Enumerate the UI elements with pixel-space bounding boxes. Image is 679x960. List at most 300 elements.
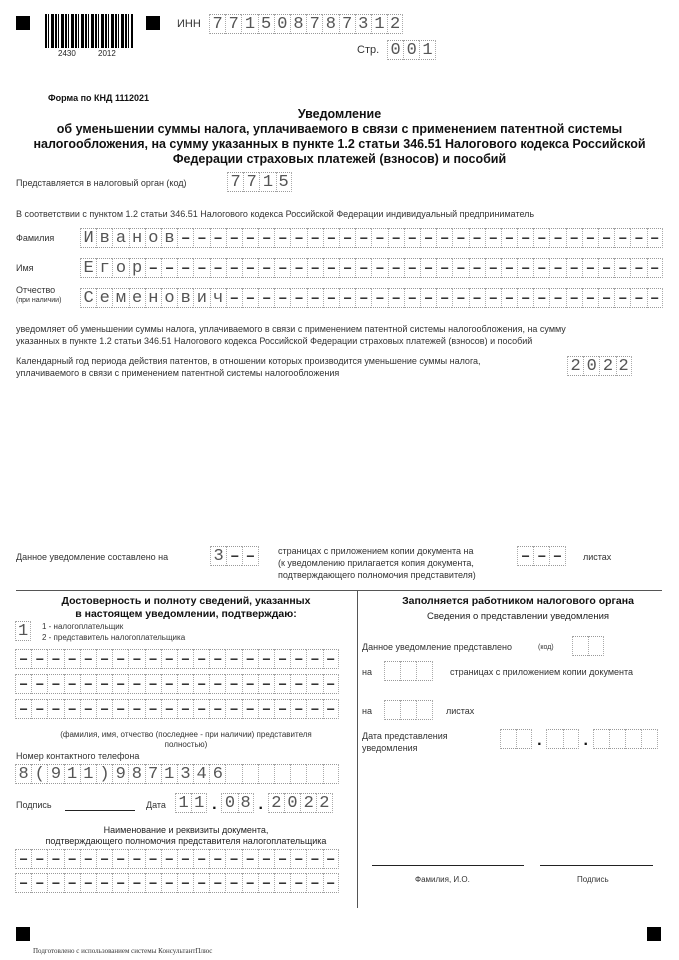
char-cell: – — [177, 228, 193, 248]
char-cell: – — [145, 849, 161, 869]
pages-label: Данное уведомление составлено на — [16, 552, 169, 562]
submitted-code-label: (код) — [538, 644, 554, 651]
char-cell: – — [80, 849, 96, 869]
char-cell — [416, 661, 432, 681]
char-cell: – — [501, 288, 517, 308]
sheets-label: листах — [583, 552, 612, 562]
document-caption — [16, 825, 356, 847]
char-cell: – — [64, 873, 80, 893]
char-cell: – — [225, 873, 241, 893]
char-cell: – — [274, 649, 290, 669]
name-label: Имя — [16, 263, 34, 273]
char-cell: – — [242, 258, 258, 278]
char-cell: – — [549, 228, 565, 248]
char-cell: – — [242, 649, 258, 669]
char-cell: – — [177, 258, 193, 278]
char-cell: – — [290, 258, 306, 278]
char-cell: 1 — [175, 793, 191, 813]
date-field[interactable] — [175, 793, 333, 813]
confirm-title-line-2: в настоящем уведомлении, подтверждаю: — [75, 608, 297, 620]
char-cell: – — [177, 674, 193, 694]
char-cell: – — [549, 258, 565, 278]
char-cell: н — [145, 288, 161, 308]
char-cell: – — [290, 288, 306, 308]
char-cell: – — [404, 288, 420, 308]
char-cell: – — [355, 228, 371, 248]
char-cell: – — [209, 849, 225, 869]
char-cell — [400, 661, 416, 681]
char-cell: – — [582, 258, 598, 278]
tax-office-pages-text: страницах с приложением копии документа — [450, 667, 634, 677]
char-cell: – — [630, 228, 646, 248]
char-cell: – — [258, 288, 274, 308]
char-cell: – — [96, 699, 112, 719]
char-cell: е — [129, 288, 145, 308]
char-cell: – — [145, 649, 161, 669]
signer-type-field[interactable] — [15, 621, 31, 641]
char-cell: 0 — [274, 14, 290, 34]
char-cell: в — [96, 228, 112, 248]
char-cell — [609, 729, 625, 749]
char-cell: – — [566, 228, 582, 248]
char-cell: – — [614, 288, 630, 308]
char-cell: – — [47, 849, 63, 869]
char-cell: – — [112, 849, 128, 869]
char-cell: – — [161, 873, 177, 893]
submission-date-field[interactable] — [500, 729, 658, 749]
char-cell: – — [210, 258, 226, 278]
char-cell: 2 — [300, 793, 316, 813]
year-field[interactable] — [567, 356, 632, 376]
char-cell: м — [112, 288, 128, 308]
char-cell — [274, 764, 290, 784]
char-cell: – — [420, 288, 436, 308]
char-cell: 7 — [209, 14, 225, 34]
char-cell — [500, 729, 516, 749]
char-cell: – — [64, 674, 80, 694]
tax-authority-code-field[interactable] — [227, 172, 292, 192]
page-number-field[interactable] — [387, 40, 436, 60]
rep-caption-line-1: (фамилия, имя, отчество (последнее - при наличии) представителя — [60, 730, 312, 739]
tax-office-signature-line[interactable] — [540, 865, 653, 866]
signer-type-option-2: 2 - представитель налогоплательщика — [42, 633, 186, 642]
char-cell: – — [630, 258, 646, 278]
char-cell: ) — [96, 764, 112, 784]
char-cell: – — [128, 849, 144, 869]
char-cell: – — [80, 699, 96, 719]
char-cell — [290, 764, 306, 784]
notifies-text-2: указанных в пункте 1.2 статьи 346.51 Налогового кодекса Российской Федерации страховых платежей (взносов) и пособий — [16, 336, 533, 346]
char-cell: – — [614, 228, 630, 248]
char-cell: – — [226, 288, 242, 308]
char-cell: – — [598, 258, 614, 278]
char-cell: – — [242, 699, 258, 719]
char-cell: 7 — [227, 172, 243, 192]
char-cell: – — [436, 228, 452, 248]
char-cell: – — [161, 258, 177, 278]
char-cell: – — [582, 228, 598, 248]
char-cell: – — [161, 849, 177, 869]
document-title — [0, 107, 679, 167]
char-cell — [516, 729, 532, 749]
char-cell: – — [112, 699, 128, 719]
char-cell — [384, 661, 400, 681]
char-cell: – — [339, 288, 355, 308]
char-cell: – — [274, 849, 290, 869]
char-cell: г — [96, 258, 112, 278]
char-cell: 8 — [15, 764, 31, 784]
char-cell: 0 — [387, 40, 403, 60]
char-cell: – — [210, 228, 226, 248]
on-label-2: на — [362, 706, 372, 716]
char-cell: – — [242, 546, 258, 566]
char-cell: – — [258, 849, 274, 869]
char-cell: 7 — [306, 14, 322, 34]
char-cell: – — [128, 649, 144, 669]
char-cell: – — [436, 258, 452, 278]
corner-marker-bottom-right — [647, 927, 661, 941]
char-cell: – — [193, 873, 209, 893]
char-cell: – — [15, 699, 31, 719]
char-cell: – — [549, 546, 565, 566]
char-cell: – — [323, 674, 339, 694]
char-cell: – — [323, 873, 339, 893]
char-cell: 1 — [15, 621, 31, 641]
char-cell: – — [290, 699, 306, 719]
char-cell: – — [647, 288, 663, 308]
char-cell: – — [161, 699, 177, 719]
char-cell: – — [452, 288, 468, 308]
representative-name-row-3[interactable] — [15, 699, 339, 719]
tax-office-sheets-field[interactable] — [384, 700, 433, 720]
char-cell: 3 — [210, 546, 226, 566]
char-cell: 1 — [161, 764, 177, 784]
char-cell: – — [307, 228, 323, 248]
section-divider-vertical — [357, 590, 358, 908]
char-cell: – — [517, 546, 533, 566]
char-cell: – — [258, 649, 274, 669]
char-cell: – — [226, 258, 242, 278]
char-cell: н — [129, 228, 145, 248]
char-cell: – — [485, 228, 501, 248]
doc-caption-line-1: Наименование и реквизиты документа, — [103, 825, 269, 835]
tax-office-subtitle: Сведения о представлении уведомления — [426, 611, 610, 622]
inn-field[interactable] — [209, 14, 403, 34]
char-cell: – — [193, 649, 209, 669]
phone-field[interactable] — [15, 764, 339, 784]
submission-date-label-2: уведомления — [362, 743, 418, 753]
char-cell: 0 — [403, 40, 419, 60]
on-label-1: на — [362, 667, 372, 677]
char-cell: – — [323, 649, 339, 669]
char-cell: – — [566, 288, 582, 308]
pages-count-field[interactable] — [210, 546, 259, 566]
char-cell: 1 — [259, 172, 275, 192]
signature-line[interactable] — [65, 810, 135, 811]
char-cell: 5 — [258, 14, 274, 34]
signature-label: Подпись — [16, 800, 52, 810]
char-cell: – — [630, 288, 646, 308]
char-cell: – — [193, 228, 209, 248]
char-cell — [258, 764, 274, 784]
char-cell: – — [177, 699, 193, 719]
char-cell: – — [274, 873, 290, 893]
char-cell: И — [80, 228, 96, 248]
char-cell: 5 — [276, 172, 292, 192]
corner-marker-bottom-left — [16, 927, 30, 941]
char-cell: 9 — [112, 764, 128, 784]
char-cell: – — [290, 649, 306, 669]
char-cell: – — [242, 849, 258, 869]
char-cell: р — [129, 258, 145, 278]
submission-date-label-1: Дата представления — [362, 731, 448, 741]
char-cell: 2 — [599, 356, 615, 376]
char-cell: – — [225, 699, 241, 719]
char-cell: – — [225, 849, 241, 869]
char-cell: – — [306, 649, 322, 669]
char-cell: – — [47, 873, 63, 893]
char-cell: – — [225, 649, 241, 669]
char-cell: – — [323, 699, 339, 719]
char-cell: – — [306, 849, 322, 869]
name-field[interactable] — [80, 258, 663, 278]
char-cell: – — [452, 228, 468, 248]
char-cell: – — [290, 228, 306, 248]
date-separator: . — [537, 732, 542, 749]
fio-line[interactable] — [372, 865, 524, 866]
char-cell: е — [96, 288, 112, 308]
char-cell: – — [226, 546, 242, 566]
char-cell: – — [517, 228, 533, 248]
char-cell: – — [371, 288, 387, 308]
char-cell: 4 — [193, 764, 209, 784]
fio-label: Фамилия, И.О. — [415, 875, 470, 884]
char-cell: – — [193, 258, 209, 278]
char-cell: – — [420, 228, 436, 248]
char-cell: – — [469, 288, 485, 308]
char-cell: 1 — [419, 40, 435, 60]
char-cell: – — [47, 674, 63, 694]
char-cell: – — [242, 674, 258, 694]
patronymic-sublabel: (при наличии) — [16, 297, 62, 304]
char-cell: – — [128, 674, 144, 694]
char-cell: С — [80, 288, 96, 308]
char-cell: – — [161, 649, 177, 669]
char-cell: 2 — [387, 14, 403, 34]
char-cell — [384, 700, 400, 720]
char-cell: 1 — [191, 793, 207, 813]
char-cell: – — [177, 849, 193, 869]
char-cell: – — [31, 849, 47, 869]
section-divider-horizontal — [16, 590, 662, 591]
year-label-1: Календарный год периода действия патентов, в отношении которых производится уменьшение суммы налога, — [16, 356, 481, 366]
char-cell: – — [209, 699, 225, 719]
char-cell: о — [112, 258, 128, 278]
char-cell: – — [306, 699, 322, 719]
char-cell: 3 — [355, 14, 371, 34]
intro-text: В соответствии с пунктом 1.2 статьи 346.51 Налогового кодекса Российской Федерации индивидуальный предприниматель — [16, 209, 535, 219]
char-cell: – — [177, 873, 193, 893]
char-cell: – — [647, 258, 663, 278]
char-cell: – — [242, 873, 258, 893]
char-cell: 0 — [583, 356, 599, 376]
char-cell: – — [533, 258, 549, 278]
char-cell: – — [339, 258, 355, 278]
char-cell: – — [533, 228, 549, 248]
doc-caption-line-2: подтверждающего полномочия представителя налогоплательщика — [45, 836, 327, 846]
char-cell — [546, 729, 562, 749]
char-cell: 2 — [316, 793, 332, 813]
char-cell: – — [307, 258, 323, 278]
char-cell: 8 — [322, 14, 338, 34]
char-cell: – — [47, 649, 63, 669]
char-cell: – — [306, 873, 322, 893]
char-cell: – — [582, 288, 598, 308]
char-cell: – — [501, 258, 517, 278]
char-cell: – — [47, 699, 63, 719]
char-cell: – — [96, 873, 112, 893]
char-cell: – — [226, 228, 242, 248]
char-cell: – — [96, 674, 112, 694]
char-cell: – — [388, 288, 404, 308]
char-cell: – — [15, 849, 31, 869]
char-cell: – — [307, 288, 323, 308]
document-details-row-1[interactable] — [15, 849, 339, 869]
char-cell: – — [128, 699, 144, 719]
char-cell: – — [404, 228, 420, 248]
char-cell — [641, 729, 657, 749]
sheets-count-field[interactable] — [517, 546, 566, 566]
surname-field[interactable] — [80, 228, 663, 248]
char-cell: 0 — [221, 793, 237, 813]
char-cell: 2 — [268, 793, 284, 813]
char-cell: – — [452, 258, 468, 278]
char-cell: 0 — [284, 793, 300, 813]
char-cell: – — [517, 288, 533, 308]
page-label: Стр. — [357, 44, 380, 56]
char-cell: – — [161, 674, 177, 694]
char-cell: 1 — [64, 764, 80, 784]
char-cell — [588, 636, 604, 656]
footer-text: Подготовлено с использованием системы КонсультантПлюс — [33, 947, 213, 955]
char-cell — [572, 636, 588, 656]
char-cell: 7 — [339, 14, 355, 34]
char-cell — [306, 764, 322, 784]
char-cell: – — [15, 649, 31, 669]
char-cell: – — [242, 288, 258, 308]
representative-name-row-1[interactable] — [15, 649, 339, 669]
inn-label: ИНН — [177, 18, 201, 30]
char-cell: 7 — [243, 172, 259, 192]
char-cell: – — [517, 258, 533, 278]
char-cell — [563, 729, 579, 749]
char-cell: – — [31, 873, 47, 893]
char-cell: – — [112, 649, 128, 669]
char-cell — [242, 764, 258, 784]
date-separator: . — [258, 796, 263, 813]
char-cell — [225, 764, 241, 784]
pages-mid-text-2: (к уведомлению прилагается копия документа, — [278, 558, 474, 568]
char-cell: – — [15, 873, 31, 893]
char-cell: – — [64, 649, 80, 669]
char-cell — [625, 729, 641, 749]
char-cell: Е — [80, 258, 96, 278]
tax-office-pages-field[interactable] — [384, 661, 433, 681]
representative-name-row-2[interactable] — [15, 674, 339, 694]
date-separator: . — [583, 732, 588, 749]
char-cell — [323, 764, 339, 784]
char-cell: – — [549, 288, 565, 308]
char-cell: – — [323, 228, 339, 248]
char-cell: – — [274, 288, 290, 308]
title-line-3: налогообложения, на сумму указанных в пункте 1.2 статьи 346.51 Налогового кодекса Российской — [33, 137, 646, 151]
char-cell: – — [209, 873, 225, 893]
char-cell: – — [533, 288, 549, 308]
char-cell: 3 — [177, 764, 193, 784]
signer-type-option-1: 1 - налогоплательщик — [42, 622, 124, 631]
char-cell: – — [436, 288, 452, 308]
char-cell: 9 — [47, 764, 63, 784]
char-cell: – — [209, 674, 225, 694]
char-cell: – — [469, 228, 485, 248]
char-cell — [593, 729, 609, 749]
representative-caption — [16, 730, 356, 750]
char-cell — [416, 700, 432, 720]
char-cell: – — [566, 258, 582, 278]
title-line-1: Уведомление — [297, 107, 382, 121]
corner-marker-top-mid — [146, 16, 160, 30]
char-cell: а — [112, 228, 128, 248]
char-cell: 8 — [128, 764, 144, 784]
char-cell: – — [614, 258, 630, 278]
char-cell: 8 — [238, 793, 254, 813]
tax-office-signature-label: Подпись — [577, 875, 609, 884]
date-separator: . — [212, 796, 217, 813]
char-cell: – — [290, 873, 306, 893]
submitted-code-field[interactable] — [572, 636, 604, 656]
char-cell: – — [258, 228, 274, 248]
char-cell: – — [15, 674, 31, 694]
char-cell: – — [323, 288, 339, 308]
submitted-label: Данное уведомление представлено — [362, 642, 513, 652]
char-cell: – — [323, 849, 339, 869]
char-cell: – — [501, 228, 517, 248]
char-cell: – — [177, 649, 193, 669]
char-cell: – — [485, 288, 501, 308]
tax-office-sheets-text: листах — [446, 706, 475, 716]
char-cell: – — [258, 674, 274, 694]
confirm-title — [16, 595, 356, 621]
char-cell: – — [533, 546, 549, 566]
char-cell: – — [31, 649, 47, 669]
pages-mid-text-1: страницах с приложением копии документа на — [278, 546, 474, 556]
char-cell: – — [274, 699, 290, 719]
char-cell: – — [242, 228, 258, 248]
char-cell: – — [80, 674, 96, 694]
char-cell: в — [177, 288, 193, 308]
document-details-row-2[interactable] — [15, 873, 339, 893]
char-cell: 1 — [241, 14, 257, 34]
char-cell: – — [80, 873, 96, 893]
char-cell: 7 — [225, 14, 241, 34]
patronymic-field[interactable] — [80, 288, 663, 308]
char-cell: – — [258, 258, 274, 278]
char-cell: – — [64, 849, 80, 869]
char-cell: 8 — [290, 14, 306, 34]
char-cell: – — [145, 674, 161, 694]
char-cell: – — [258, 699, 274, 719]
char-cell: – — [145, 699, 161, 719]
